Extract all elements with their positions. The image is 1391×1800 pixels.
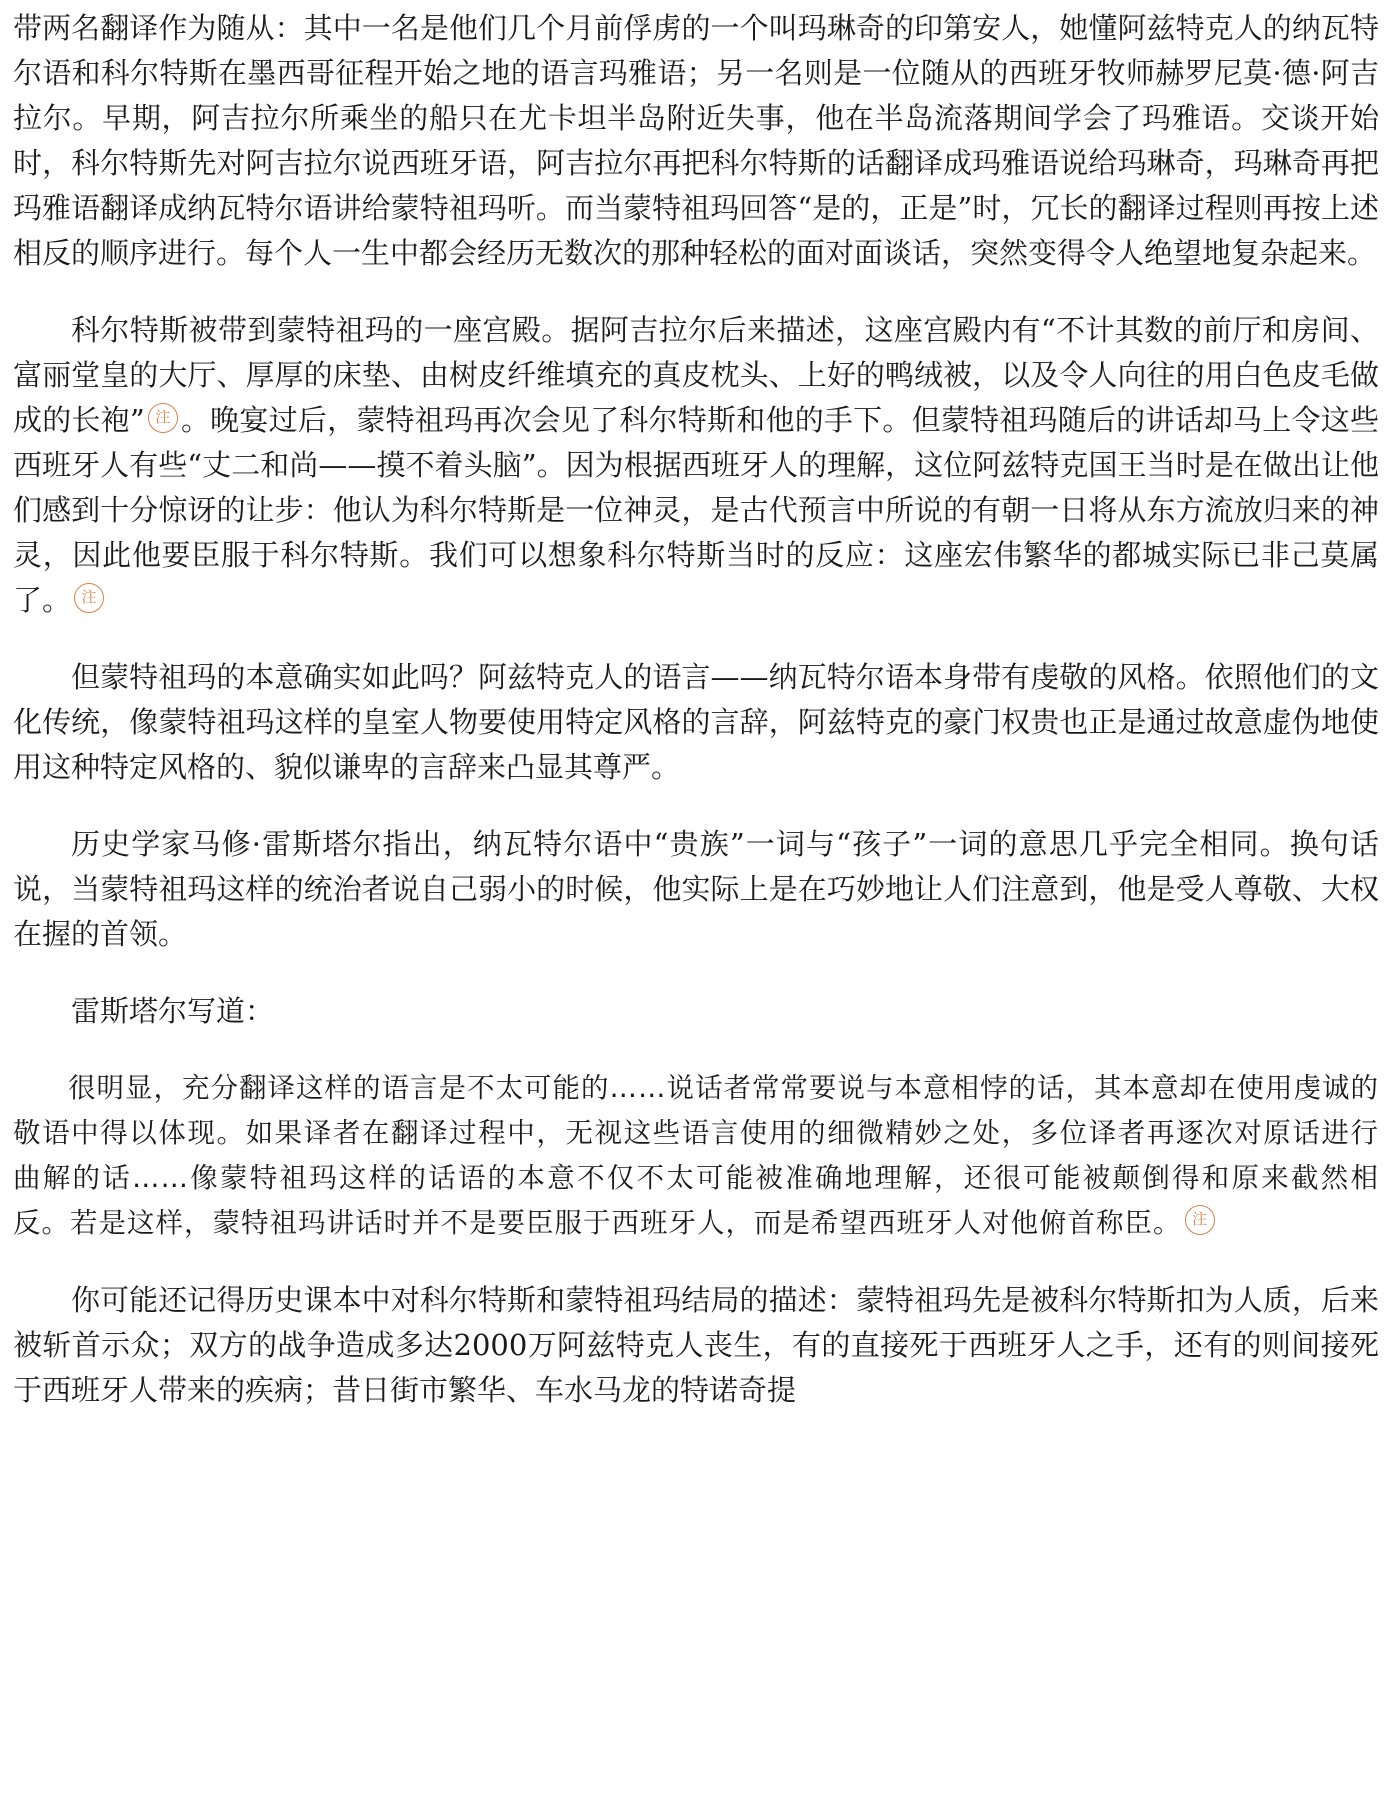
paragraph-restall: [13, 822, 1379, 957]
paragraph-text-part-2: 。晚宴过后，蒙特祖玛再次会见了科尔特斯和他的手下。但蒙特祖玛随后的讲话却马上令这些西班牙人有些“丈二和尚——摸不着头脑”。因为根据西班牙人的理解，这位阿兹特克国王当时是在做出让他们感到十分惊讶的让步：他认为科尔特斯是一位神灵，是古代预言中所说的有朝一日将从东方流放归来的神灵，因此他要臣服于科尔特斯。我们可以想象科尔特斯当时的反应：这座宏伟繁华的都城实际已非己莫属了。: [13, 403, 1379, 617]
paragraph-translators: [13, 6, 1379, 276]
paragraph-text: 但蒙特祖玛的本意确实如此吗？阿兹特克人的语言——纳瓦特尔语本身带有虔敬的风格。依照他们的文化传统，像蒙特祖玛这样的皇室人物要使用特定风格的言辞，阿兹特克的豪门权贵也正是通过故意虚伪地使用这种特定风格的、貌似谦卑的言辞来凸显其尊严。: [13, 660, 1379, 784]
paragraph-restall-wrote: [13, 989, 1379, 1034]
footnote-icon[interactable]: 注: [148, 403, 178, 433]
paragraph-text: 历史学家马修·雷斯塔尔指出，纳瓦特尔语中“贵族”一词与“孩子”一词的意思几乎完全相同。换句话说，当蒙特祖玛这样的统治者说自己弱小的时候，他实际上是在巧妙地让人们注意到，他是受人尊敬、大权在握的首领。: [13, 827, 1379, 951]
paragraph-palace: [13, 308, 1379, 623]
quote-text: 很明显，充分翻译这样的语言是不太可能的……说话者常常要说与本意相悖的话，其本意却在使用虔诚的敬语中得以体现。如果译者在翻译过程中，无视这些语言使用的细微精妙之处，多位译者再逐次对原话进行曲解的话……像蒙特祖玛这样的话语的本意不仅不太可能被准确地理解，还很可能被颠倒得和原来截然相反。若是这样，蒙特祖玛讲话时并不是要臣服于西班牙人，而是希望西班牙人对他俯首称臣。: [13, 1072, 1379, 1239]
paragraph-text-part-1: 科尔特斯被带到蒙特祖玛的一座宫殿。据阿吉拉尔后来描述，这座宫殿内有“不计其数的前厅和房间、富丽堂皇的大厅、厚厚的床垫、由树皮纤维填充的真皮枕头、上好的鸭绒被，以及令人向往的用白色皮毛做成的长袍”: [13, 313, 1379, 437]
paragraph-nahuatl-style: [13, 655, 1379, 790]
block-quote: [13, 1066, 1379, 1246]
body-text: [13, 6, 1379, 1445]
footnote-icon[interactable]: 注: [74, 583, 104, 613]
paragraph-text: 雷斯塔尔写道：: [71, 994, 275, 1028]
paragraph-history-textbook: [13, 1278, 1379, 1413]
paragraph-text: 你可能还记得历史课本中对科尔特斯和蒙特祖玛结局的描述：蒙特祖玛先是被科尔特斯扣为人质，后来被斩首示众；双方的战争造成多达2000万阿兹特克人丧生，有的直接死于西班牙人之手，还有的则间接死于西班牙人带来的疾病；昔日街市繁华、车水马龙的特诺奇提: [13, 1283, 1379, 1407]
footnote-icon[interactable]: 注: [1185, 1205, 1215, 1235]
paragraph-text: 带两名翻译作为随从：其中一名是他们几个月前俘虏的一个叫玛琳奇的印第安人，她懂阿兹特克人的纳瓦特尔语和科尔特斯在墨西哥征程开始之地的语言玛雅语；另一名则是一位随从的西班牙牧师赫罗尼莫·德·阿吉拉尔。早期，阿吉拉尔所乘坐的船只在尤卡坦半岛附近失事，他在半岛流落期间学会了玛雅语。交谈开始时，科尔特斯先对阿吉拉尔说西班牙语，阿吉拉尔再把科尔特斯的话翻译成玛雅语说给玛琳奇，玛琳奇再把玛雅语翻译成纳瓦特尔语讲给蒙特祖玛听。而当蒙特祖玛回答“是的，正是”时，冗长的翻译过程则再按上述相反的顺序进行。每个人一生中都会经历无数次的那种轻松的面对面谈话，突然变得令人绝望地复杂起来。: [13, 11, 1379, 270]
